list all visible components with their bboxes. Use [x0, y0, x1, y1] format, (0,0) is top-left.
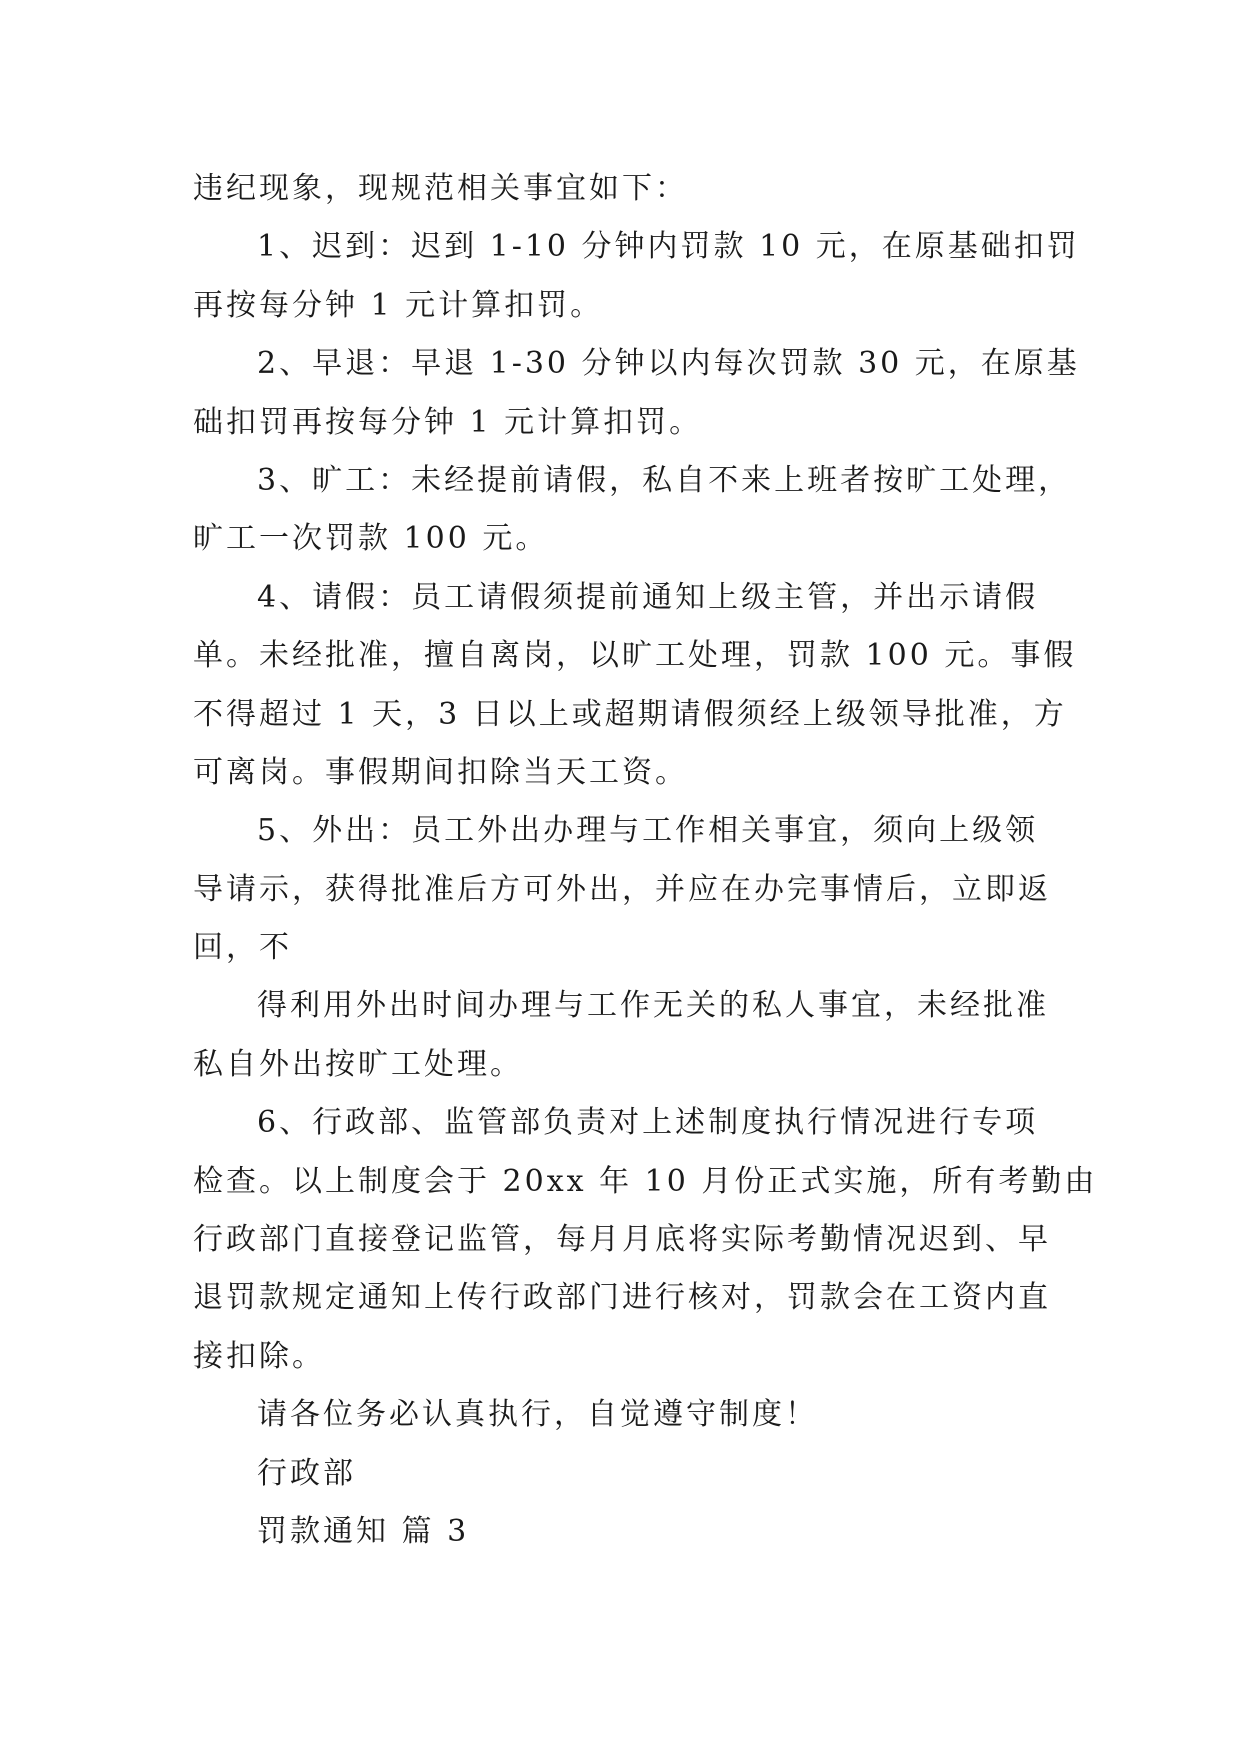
- rule-item-going-out: 5、外出：员工外出办理与工作相关事宜，须向上级领: [257, 813, 1039, 849]
- text-line: 行政部门直接登记监管，每月月底将实际考勤情况迟到、早: [193, 1222, 1051, 1258]
- text-line: 回，不: [193, 930, 292, 966]
- rule-item-inspection: 6、行政部、监管部负责对上述制度执行情况进行专项: [257, 1105, 1039, 1141]
- text-line: 导请示，获得批准后方可外出，并应在办完事情后，立即返: [193, 871, 1051, 907]
- document-body: [193, 160, 1098, 1561]
- rule-item-early-leave: 2、早退：早退 1-30 分钟以内每次罚款 30 元，在原基: [257, 346, 1080, 382]
- text-line: 础扣罚再按每分钟 1 元计算扣罚。: [193, 404, 703, 440]
- closing-statement: 请各位务必认真执行，自觉遵守制度！: [257, 1397, 818, 1433]
- text-line: 再按每分钟 1 元计算扣罚。: [193, 287, 604, 323]
- section-heading: 罚款通知 篇 3: [257, 1513, 470, 1549]
- rule-item-absence: 3、旷工：未经提前请假，私自不来上班者按旷工处理，: [257, 462, 1072, 498]
- text-line: 可离岗。事假期间扣除当天工资。: [193, 754, 688, 790]
- text-line: 单。未经批准，擅自离岗，以旷工处理，罚款 100 元。事假: [193, 638, 1077, 674]
- text-line: 违纪现象，现规范相关事宜如下：: [193, 171, 688, 206]
- text-line: 私自外出按旷工处理。: [193, 1046, 523, 1082]
- text-line: 旷工一次罚款 100 元。: [193, 521, 549, 557]
- issuing-department: 行政部: [257, 1455, 356, 1491]
- text-line: 接扣除。: [193, 1338, 325, 1374]
- text-line: 得利用外出时间办理与工作无关的私人事宜，未经批准: [257, 988, 1049, 1024]
- rule-item-leave-request: 4、请假：员工请假须提前通知上级主管，并出示请假: [257, 579, 1039, 615]
- text-line: 不得超过 1 天，3 日以上或超期请假须经上级领导批准，方: [193, 696, 1067, 732]
- text-line: 检查。以上制度会于 20xx 年 10 月份正式实施，所有考勤由: [193, 1163, 1098, 1199]
- rule-item-late: 1、迟到：迟到 1-10 分钟内罚款 10 元，在原基础扣罚: [257, 229, 1080, 265]
- text-line: 退罚款规定通知上传行政部门进行核对，罚款会在工资内直: [193, 1280, 1051, 1316]
